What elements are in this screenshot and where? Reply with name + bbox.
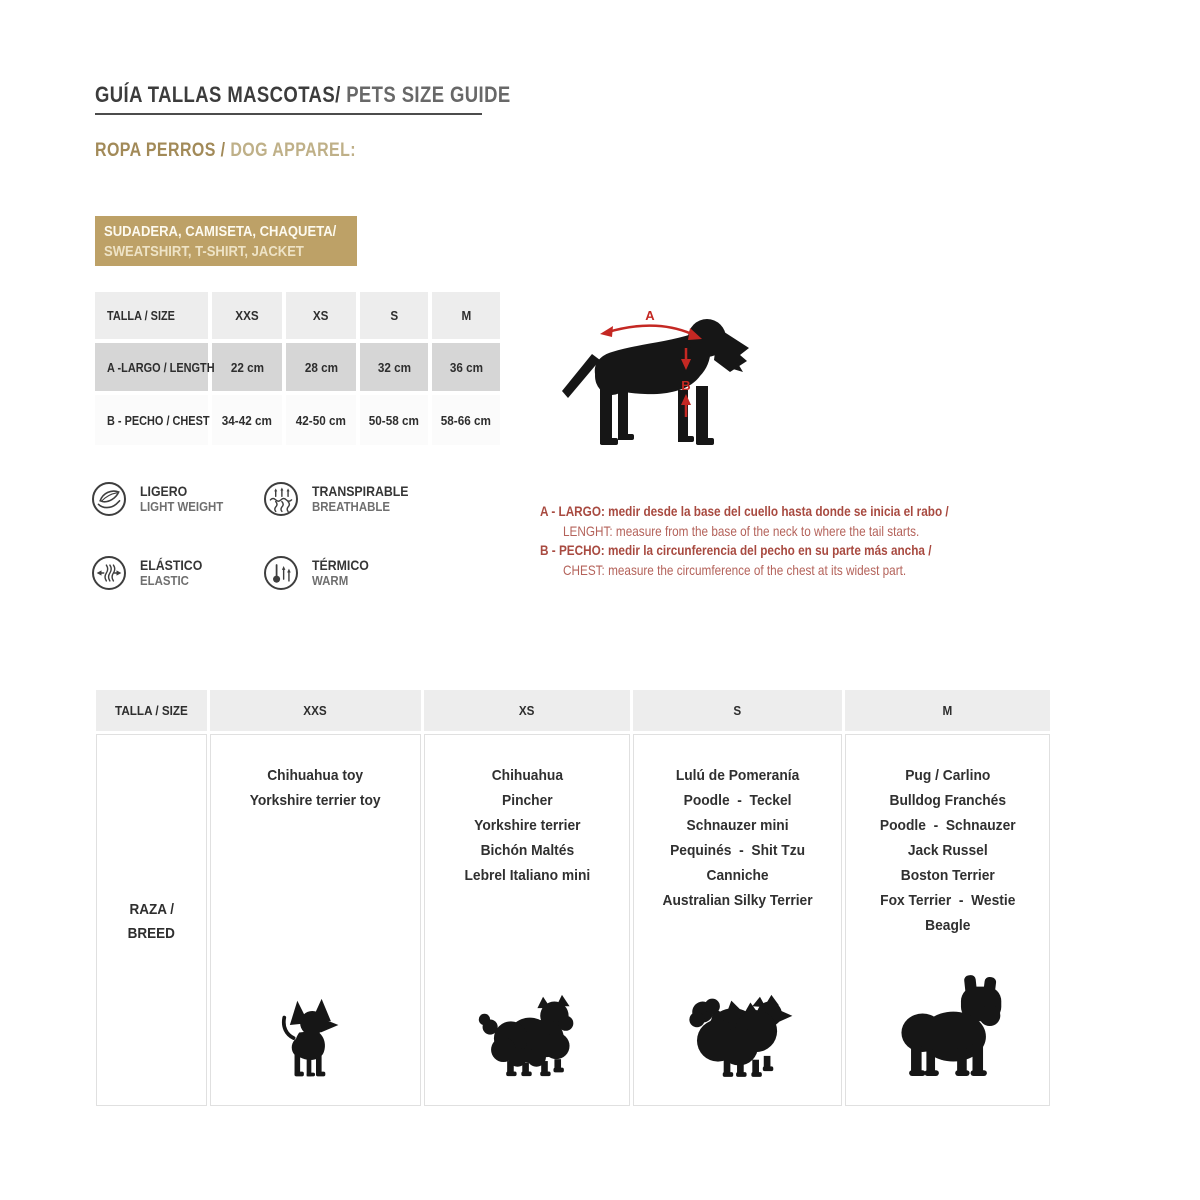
- feature-name-en: LIGHT WEIGHT: [140, 499, 224, 514]
- french-bulldog-silhouette-icon: [888, 973, 1008, 1081]
- note-a-en: LENGHT: measure from the base of the neck to where the tail starts.: [563, 522, 920, 539]
- title-spanish: GUÍA TALLAS MASCOTAS/: [95, 82, 341, 107]
- yorkshire-silhouette-icon: [475, 991, 579, 1081]
- breed-item: Chihuahua toy: [267, 767, 364, 784]
- breed-cell-xs: [424, 734, 630, 1106]
- breed-item: Bulldog Franchés: [889, 792, 1006, 809]
- page-title: [95, 82, 590, 108]
- feature-name-en: BREATHABLE: [312, 499, 390, 514]
- chihuahua-silhouette-icon: [278, 997, 354, 1081]
- breed-list-m: [874, 763, 1022, 938]
- subtitle-english: DOG APPAREL:: [225, 140, 356, 161]
- note-b-en: CHEST: measure the circumference of the chest at its widest part.: [563, 561, 907, 578]
- breed-item: Poodle - Teckel: [683, 792, 792, 809]
- breed-item: Pincher: [501, 792, 553, 809]
- breed-list-s: [656, 763, 819, 913]
- elastic-icon: [92, 556, 126, 590]
- page-subtitle: [95, 140, 406, 162]
- labrador-diagram-icon: [550, 298, 755, 458]
- breed-item: Poodle - Schnauzer: [879, 817, 1016, 834]
- measurement-diagram: [550, 298, 755, 463]
- breed-table-header: [96, 690, 1050, 731]
- chest-s: 50-58 cm: [360, 395, 428, 445]
- feature-name-en: ELASTIC: [140, 573, 189, 588]
- note-b-es: medir la circunferencia del pecho en su parte más ancha /: [604, 542, 932, 558]
- size-table: [95, 292, 500, 445]
- size-table-header-m: M: [432, 292, 500, 339]
- title-underline: [95, 113, 482, 115]
- size-table-header-xs: XS: [286, 292, 356, 339]
- note-a-label: A - LARGO:: [540, 503, 605, 519]
- category-line-es: SUDADERA, CAMISETA, CHAQUETA/: [104, 224, 337, 240]
- breed-item: Yorkshire terrier: [473, 817, 581, 834]
- length-s: 32 cm: [360, 343, 428, 391]
- feather-hand-icon: [92, 482, 126, 516]
- chest-xs: 42-50 cm: [286, 395, 356, 445]
- raza-line2: BREED: [127, 925, 176, 942]
- chest-row-label: B - PECHO / CHEST: [95, 395, 208, 445]
- feature-warm: [264, 556, 377, 590]
- length-row-label: A -LARGO / LENGTH: [95, 343, 208, 391]
- feature-lightweight: [92, 482, 235, 516]
- breed-item: Boston Terrier: [900, 867, 995, 884]
- breed-header-xs: XS: [424, 690, 630, 731]
- title-english: PETS SIZE GUIDE: [340, 82, 511, 107]
- size-table-header-xxs: XXS: [212, 292, 282, 339]
- breed-item: Fox Terrier - Westie: [879, 892, 1016, 909]
- breed-header-s: S: [633, 690, 842, 731]
- arrow-a: [600, 308, 702, 340]
- breed-cell-m: [845, 734, 1050, 1106]
- subtitle-spanish: ROPA PERROS /: [95, 140, 226, 161]
- chest-xxs: 34-42 cm: [212, 395, 282, 445]
- breed-item: Australian Silky Terrier: [662, 892, 813, 909]
- breed-header-xxs: XXS: [210, 690, 421, 731]
- breed-header-m: M: [845, 690, 1050, 731]
- svg-text:B: B: [681, 378, 691, 393]
- measurement-notes: [540, 502, 1027, 580]
- breed-header-label: TALLA / SIZE: [96, 690, 207, 731]
- breed-cell-xxs: [210, 734, 421, 1106]
- breed-item: Lebrel Italiano mini: [464, 867, 590, 884]
- length-xxs: 22 cm: [212, 343, 282, 391]
- size-table-header-s: S: [360, 292, 428, 339]
- breed-item: Lulú de Pomeranía: [675, 767, 800, 784]
- chest-m: 58-66 cm: [432, 395, 500, 445]
- category-line-en: SWEATSHIRT, T-SHIRT, JACKET: [104, 244, 304, 260]
- category-box: [95, 216, 357, 266]
- thermometer-icon: [264, 556, 298, 590]
- size-table-header-label: TALLA / SIZE: [95, 292, 208, 339]
- feature-elastic: [92, 556, 211, 590]
- breed-list-xxs: [244, 763, 386, 813]
- breed-item: Beagle: [924, 917, 971, 934]
- feature-name-es: LIGERO: [140, 483, 188, 499]
- note-a-es: medir desde la base del cuello hasta donde se inicia el rabo /: [604, 503, 949, 519]
- breed-table-body: [96, 734, 1050, 1106]
- breed-cell-s: [633, 734, 842, 1106]
- length-xs: 28 cm: [286, 343, 356, 391]
- breed-item: Bichón Maltés: [480, 842, 574, 859]
- breathable-icon: [264, 482, 298, 516]
- breed-row-label: [96, 734, 207, 1106]
- breed-item: Schnauzer mini: [686, 817, 789, 834]
- note-b-label: B - PECHO:: [540, 542, 605, 558]
- feature-name-es: TÉRMICO: [312, 557, 369, 573]
- length-m: 36 cm: [432, 343, 500, 391]
- breed-item: Canniche: [706, 867, 769, 884]
- svg-text:A: A: [645, 308, 655, 323]
- feature-name-es: ELÁSTICO: [140, 557, 203, 573]
- breed-item: Jack Russel: [907, 842, 988, 859]
- breed-item: Chihuahua: [491, 767, 563, 784]
- feature-breathable: [264, 482, 422, 516]
- pomeranian-silhouette-icon: [676, 985, 800, 1081]
- breed-item: Pequinés - Shit Tzu: [670, 842, 805, 859]
- raza-line1: RAZA /: [129, 901, 174, 918]
- breed-list-xs: [459, 763, 596, 888]
- breed-item: Yorkshire terrier toy: [250, 792, 381, 809]
- feature-name-es: TRANSPIRABLE: [312, 483, 409, 499]
- breed-item: Pug / Carlino: [904, 767, 991, 784]
- feature-name-en: WARM: [312, 573, 349, 588]
